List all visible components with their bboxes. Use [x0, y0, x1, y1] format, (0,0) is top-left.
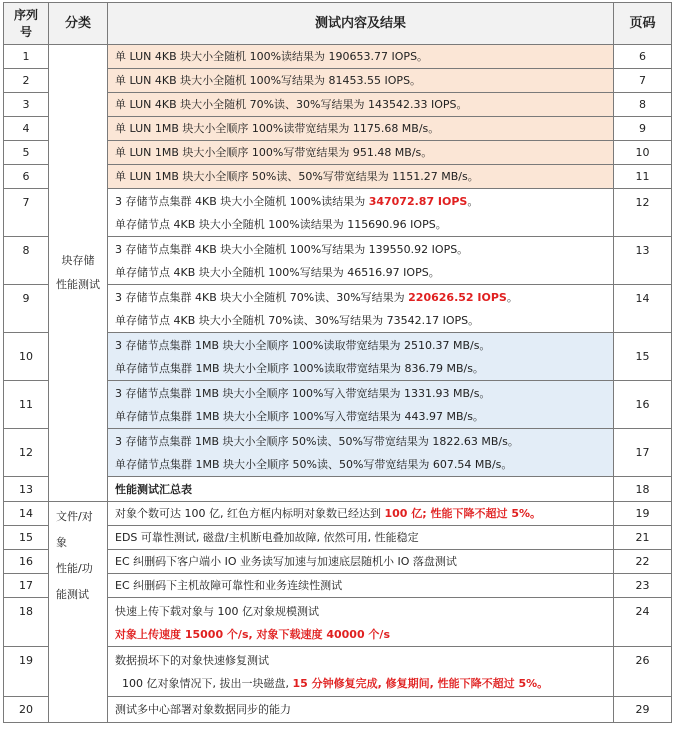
page-number: 8 [614, 93, 672, 117]
content-text: 3 存储节点集群 4KB 块大小全随机 70%读、30%写结果为 [115, 291, 409, 304]
page-number: 23 [614, 574, 672, 598]
content-line [115, 357, 613, 380]
content-line [115, 309, 613, 332]
header-page: 页码 [614, 3, 672, 45]
page-number: 21 [614, 526, 672, 550]
content-line [115, 478, 613, 501]
row-index: 19 [4, 647, 49, 697]
page-number: 6 [614, 45, 672, 69]
test-results-table [3, 2, 672, 723]
content-line [115, 286, 613, 309]
highlighted-result: 100 亿; 性能下降不超过 5%。 [384, 506, 542, 520]
test-content [108, 333, 614, 381]
test-content [108, 165, 614, 189]
content-text: 3 存储节点集群 1MB 块大小全顺序 100%读取带宽结果为 2510.37 MB/s。 [115, 339, 491, 352]
content-line [115, 698, 613, 722]
row-index: 1 [4, 45, 49, 69]
row-index: 17 [4, 574, 49, 598]
content-text: 3 存储节点集群 1MB 块大小全顺序 50%读、50%写带宽结果为 1822.63 MB/s。 [115, 435, 519, 448]
content-text: 单存储节点 4KB 块大小全随机 70%读、30%写结果为 73542.17 IOPS。 [115, 314, 480, 327]
row-index: 18 [4, 598, 49, 647]
content-text: 。 [467, 195, 479, 208]
table-header-row [4, 3, 672, 45]
content-line [115, 118, 613, 140]
test-content [108, 574, 614, 598]
content-line [115, 527, 613, 549]
test-content [108, 117, 614, 141]
content-line [115, 190, 613, 213]
test-content [108, 526, 614, 550]
content-text: 3 存储节点集群 1MB 块大小全顺序 100%写入带宽结果为 1331.93 MB/s。 [115, 387, 491, 400]
content-line [115, 430, 613, 453]
test-content [108, 550, 614, 574]
row-index: 4 [4, 117, 49, 141]
content-line [115, 70, 613, 92]
page-number: 29 [614, 697, 672, 723]
row-index: 11 [4, 381, 49, 429]
row-index: 20 [4, 697, 49, 723]
highlighted-result: 15 分钟修复完成, 修复期间, 性能下降不超过 5%。 [292, 677, 549, 690]
content-line [115, 453, 613, 476]
test-content [108, 237, 614, 285]
page-number: 11 [614, 165, 672, 189]
content-text: 单存储节点 4KB 块大小全随机 100%读结果为 115690.96 IOPS。 [115, 218, 447, 231]
content-line [115, 623, 613, 646]
test-content [108, 697, 614, 723]
test-content [108, 502, 614, 526]
page-number: 12 [614, 189, 672, 237]
content-text: EDS 可靠性测试, 磁盘/主机断电叠加故障, 依然可用, 性能稳定 [115, 530, 419, 544]
row-index: 3 [4, 93, 49, 117]
content-text: 对象个数可达 100 亿, 红色方框内标明对象数已经达到 [115, 506, 385, 520]
category-label-line: 块存储 [61, 254, 95, 267]
row-index: 8 [4, 237, 49, 285]
test-content [108, 93, 614, 117]
content-line [115, 334, 613, 357]
content-line [115, 551, 613, 573]
category-label-line: 文件/对 [56, 510, 93, 523]
content-text: EC 纠删码下主机故障可靠性和业务连续性测试 [115, 578, 343, 592]
table-row [4, 502, 672, 526]
test-content [108, 189, 614, 237]
test-content [108, 141, 614, 165]
test-content [108, 598, 614, 647]
content-line [115, 238, 613, 261]
page-number: 9 [614, 117, 672, 141]
content-line [115, 46, 613, 68]
content-text: 单存储节点集群 1MB 块大小全顺序 100%写入带宽结果为 443.97 MB/s。 [115, 410, 484, 423]
content-line [115, 575, 613, 597]
header-index-text: 序列号 [13, 7, 38, 39]
row-index: 14 [4, 502, 49, 526]
test-content [108, 285, 614, 333]
row-index: 16 [4, 550, 49, 574]
category-label-line: 性能测试 [56, 278, 100, 291]
page-number: 10 [614, 141, 672, 165]
row-index: 15 [4, 526, 49, 550]
content-line [115, 503, 613, 525]
page-number: 26 [614, 647, 672, 697]
page-number: 18 [614, 477, 672, 502]
page-number: 22 [614, 550, 672, 574]
content-line [115, 382, 613, 405]
content-text: 3 存储节点集群 4KB 块大小全随机 100%读结果为 [115, 195, 369, 208]
content-text: 性能测试汇总表 [115, 482, 192, 496]
test-content [108, 381, 614, 429]
page-number: 7 [614, 69, 672, 93]
page-number: 14 [614, 285, 672, 333]
content-line [115, 600, 613, 623]
row-index: 10 [4, 333, 49, 381]
category-label-line: 能测试 [56, 588, 89, 601]
row-index: 2 [4, 69, 49, 93]
content-line [115, 261, 613, 284]
highlighted-result: 347072.87 IOPS [368, 195, 468, 208]
page-number: 16 [614, 381, 672, 429]
content-text: 单 LUN 1MB 块大小全顺序 100%读带宽结果为 1175.68 MB/s。 [115, 121, 440, 135]
content-text: 单 LUN 4KB 块大小全随机 100%写结果为 81453.55 IOPS。 [115, 73, 422, 87]
content-line [115, 405, 613, 428]
test-content [108, 45, 614, 69]
content-line [115, 142, 613, 164]
page-number: 19 [614, 502, 672, 526]
row-index: 13 [4, 477, 49, 502]
page-number: 17 [614, 429, 672, 477]
row-index: 9 [4, 285, 49, 333]
test-content [108, 429, 614, 477]
content-text: 。 [506, 291, 518, 304]
content-line [115, 94, 613, 116]
content-text: 单存储节点集群 1MB 块大小全顺序 100%读取带宽结果为 836.79 MB/s。 [115, 362, 484, 375]
page-number: 24 [614, 598, 672, 647]
content-text: 测试多中心部署对象数据同步的能力 [115, 702, 291, 716]
content-line [115, 213, 613, 236]
header-category: 分类 [49, 3, 108, 45]
page-number: 13 [614, 237, 672, 285]
category-label-line: 性能/功 [56, 562, 93, 575]
category-label-line: 象 [56, 536, 67, 549]
test-content [108, 477, 614, 502]
content-text: 单 LUN 4KB 块大小全随机 100%读结果为 190653.77 IOPS。 [115, 49, 429, 63]
content-text: EC 纠删码下客户端小 IO 业务读写加速与加速底层随机小 IO 落盘测试 [115, 554, 457, 568]
row-index: 12 [4, 429, 49, 477]
content-text: 100 亿对象情况下, 拔出一块磁盘, [115, 677, 293, 690]
row-index: 7 [4, 189, 49, 237]
content-text: 单 LUN 1MB 块大小全顺序 100%写带宽结果为 951.48 MB/s。 [115, 145, 433, 159]
test-content [108, 647, 614, 697]
content-text: 单 LUN 1MB 块大小全顺序 50%读、50%写带宽结果为 1151.27 MB/s。 [115, 169, 479, 183]
row-index: 5 [4, 141, 49, 165]
content-text: 单存储节点 4KB 块大小全随机 100%写结果为 46516.97 IOPS。 [115, 266, 440, 279]
header-index [4, 3, 49, 45]
content-line [115, 166, 613, 188]
content-text: 快速上传下载对象与 100 亿对象规模测试 [115, 604, 319, 618]
highlighted-result: 对象上传速度 15000 个/s, 对象下载速度 40000 个/s [115, 627, 390, 641]
category-block-performance [49, 45, 108, 502]
content-text: 单 LUN 4KB 块大小全随机 70%读、30%写结果为 143542.33 IOPS。 [115, 97, 468, 111]
table-body [4, 45, 672, 723]
category-object-performance [49, 502, 108, 723]
row-index: 6 [4, 165, 49, 189]
highlighted-result: 220626.52 IOPS [408, 291, 507, 304]
content-line [115, 649, 613, 672]
content-line [115, 672, 613, 695]
header-content: 测试内容及结果 [108, 3, 614, 45]
page-number: 15 [614, 333, 672, 381]
test-content [108, 69, 614, 93]
content-text: 3 存储节点集群 4KB 块大小全随机 100%写结果为 139550.92 IOPS。 [115, 243, 469, 256]
content-text: 数据损坏下的对象快速修复测试 [115, 654, 269, 667]
content-text: 单存储节点集群 1MB 块大小全顺序 50%读、50%写带宽结果为 607.54 MB/s。 [115, 458, 513, 471]
table-row [4, 45, 672, 69]
